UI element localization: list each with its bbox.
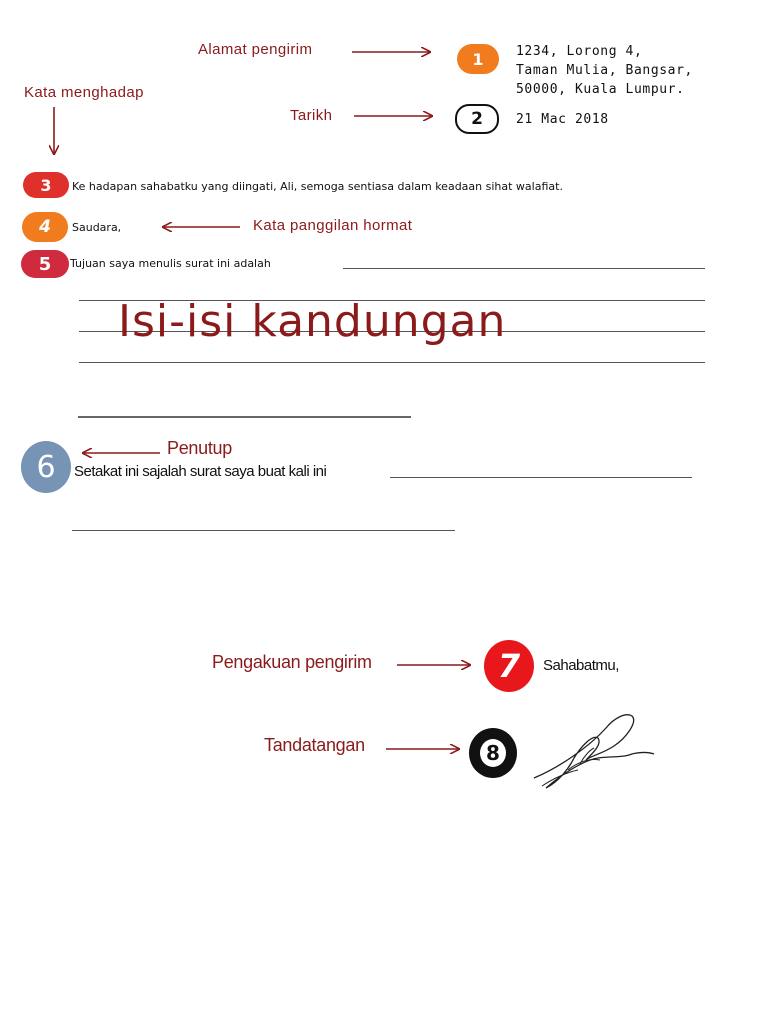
annotation-isi-kandungan: Isi-isi kandungan	[118, 296, 507, 347]
annotation-kata-panggilan-hormat: Kata panggilan hormat	[253, 217, 413, 234]
arrow-left-icon	[80, 444, 165, 462]
annotation-alamat-pengirim: Alamat pengirim	[198, 41, 313, 58]
writing-line	[78, 416, 411, 418]
badge-8	[469, 728, 517, 778]
address-line-3: 50000, Kuala Lumpur.	[516, 82, 685, 97]
badge-1: 1	[457, 44, 499, 74]
arrow-right-icon	[352, 107, 437, 125]
arrow-left-icon	[160, 218, 245, 236]
arrow-down-icon	[42, 104, 66, 159]
letter-salutation: Saudara,	[72, 221, 122, 234]
badge-4: 4	[22, 212, 68, 242]
address-line-1: 1234, Lorong 4,	[516, 44, 643, 59]
writing-line	[79, 362, 705, 363]
arrow-right-icon	[395, 656, 475, 674]
letter-closing: Setakat ini sajalah surat saya buat kali ini	[74, 463, 327, 480]
annotation-penutup: Penutup	[167, 438, 232, 458]
badge-5: 5	[21, 250, 69, 278]
letter-purpose: Tujuan saya menulis surat ini adalah	[70, 257, 271, 270]
letter-greeting: Ke hadapan sahabatku yang diingati, Ali, semoga sentiasa dalam keadaan sihat walafiat.	[72, 180, 563, 193]
signature-icon	[528, 708, 660, 794]
sender-address	[516, 42, 693, 99]
badge-7: 7	[484, 640, 534, 692]
badge-3: 3	[23, 172, 69, 198]
writing-line	[390, 477, 692, 478]
writing-line	[343, 268, 705, 269]
letter-date: 21 Mac 2018	[516, 112, 609, 127]
writing-line	[72, 530, 455, 531]
letter-sign-off: Sahabatmu,	[543, 657, 619, 674]
annotation-pengakuan-pengirim: Pengakuan pengirim	[212, 652, 372, 672]
annotation-tandatangan: Tandatangan	[264, 735, 365, 755]
annotation-tarikh: Tarikh	[290, 107, 333, 124]
arrow-right-icon	[384, 740, 464, 758]
annotation-kata-menghadap: Kata menghadap	[24, 84, 144, 101]
badge-6: 6	[21, 441, 71, 493]
arrow-right-icon	[350, 43, 435, 61]
badge-2: 2	[455, 104, 499, 134]
badge-8-label: 8	[480, 739, 506, 767]
address-line-2: Taman Mulia, Bangsar,	[516, 63, 693, 78]
